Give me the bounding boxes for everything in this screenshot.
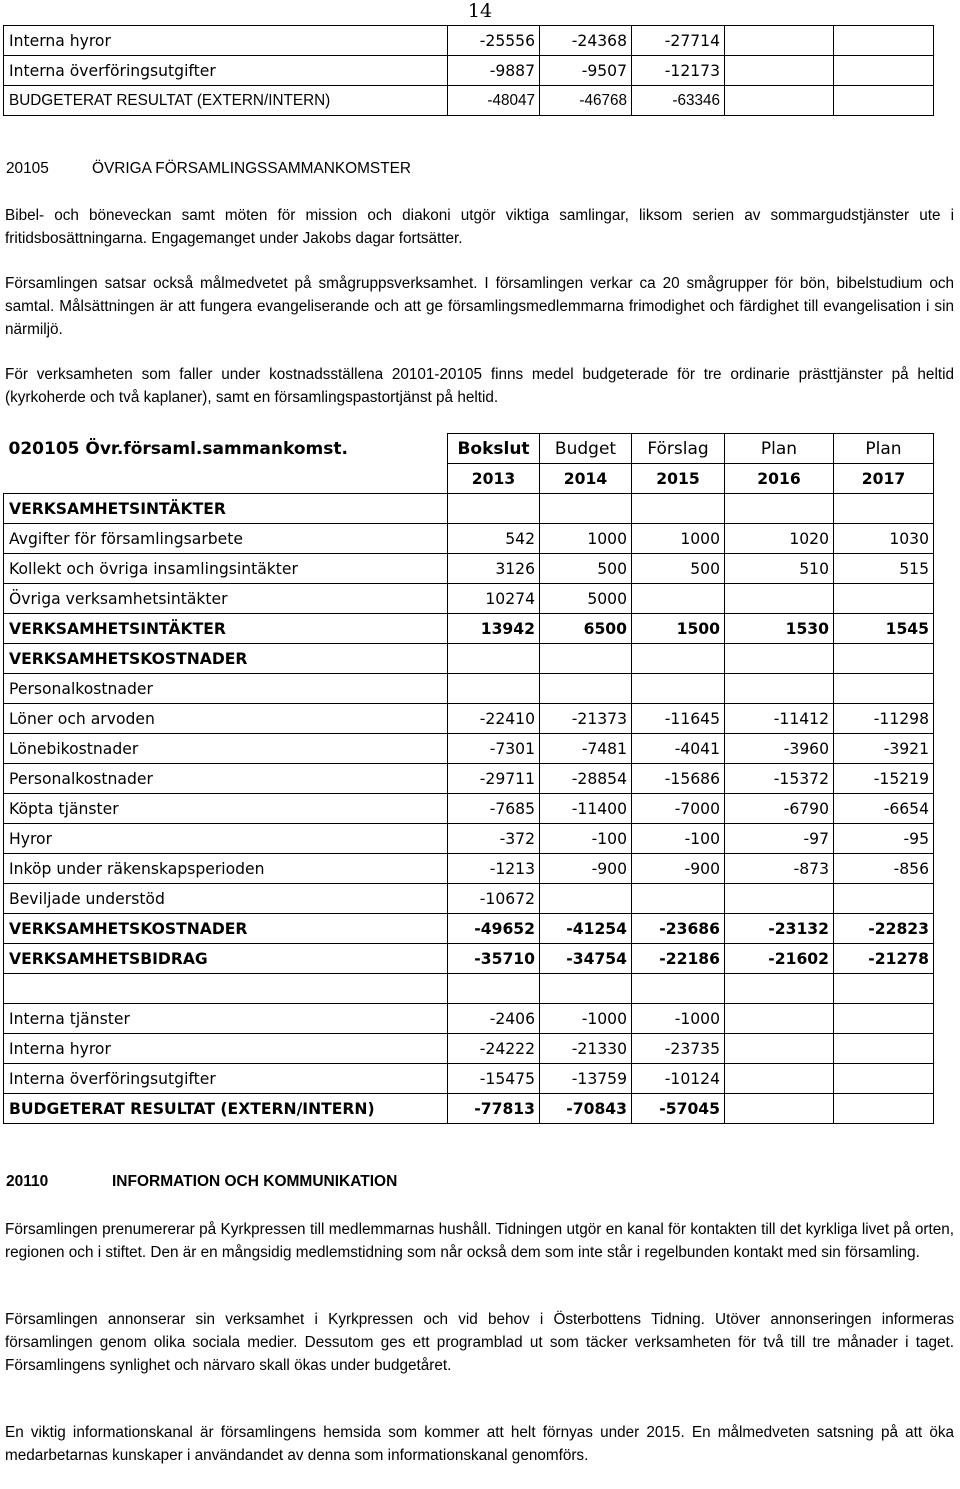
value-cell: -27714 xyxy=(632,26,725,56)
value-cell: -23735 xyxy=(632,1034,725,1064)
value-cell: -7481 xyxy=(540,734,632,764)
value-cell: -100 xyxy=(632,824,725,854)
empty-cell xyxy=(725,26,834,56)
value-cell: -34754 xyxy=(540,944,632,974)
table-row xyxy=(4,86,934,116)
column-header: Plan xyxy=(834,434,934,464)
value-cell: 1500 xyxy=(632,614,725,644)
value-cell: -11412 xyxy=(725,704,834,734)
year-row xyxy=(4,464,934,494)
value-cell: -11645 xyxy=(632,704,725,734)
value-cell: -100 xyxy=(540,824,632,854)
value-cell xyxy=(632,884,725,914)
value-cell xyxy=(834,1064,934,1094)
value-cell: -46768 xyxy=(540,86,632,116)
value-cell: -35710 xyxy=(448,944,540,974)
value-cell: 1545 xyxy=(834,614,934,644)
table-header-row xyxy=(4,434,934,464)
table-row xyxy=(4,674,934,704)
empty-cell xyxy=(834,56,934,86)
value-cell: -21278 xyxy=(834,944,934,974)
budget-rows xyxy=(4,494,934,974)
column-header: Plan xyxy=(725,434,834,464)
value-cell: 6500 xyxy=(540,614,632,644)
table-row xyxy=(4,884,934,914)
section-title: INFORMATION OCH KOMMUNIKATION xyxy=(112,1173,398,1190)
value-cell: -70843 xyxy=(540,1094,632,1124)
value-cell: 5000 xyxy=(540,584,632,614)
value-cell xyxy=(834,674,934,704)
value-cell xyxy=(834,584,934,614)
internal-rows xyxy=(4,1004,934,1124)
value-cell xyxy=(448,644,540,674)
row-label: Personalkostnader xyxy=(4,674,448,704)
value-cell xyxy=(725,584,834,614)
value-cell: -873 xyxy=(725,854,834,884)
value-cell xyxy=(632,494,725,524)
paragraph: För verksamheten som faller under kostnadsställena 20101-20105 finns medel budgeterade för tre ordinarie prästtjänster på heltid (kyrkoherde och två kaplaner), samt en församlingspastortjänst på heltid. xyxy=(5,366,954,406)
section-code: 20110 xyxy=(6,1173,49,1190)
value-cell: -48047 xyxy=(448,86,540,116)
value-cell xyxy=(834,1034,934,1064)
row-label: Interna överföringsutgifter xyxy=(4,56,448,86)
value-cell: -22823 xyxy=(834,914,934,944)
value-cell: -29711 xyxy=(448,764,540,794)
paragraph: Bibel- och böneveckan samt möten för mission och diakoni utgör viktiga samlingar, liksom serien av sommargudstjänster ute i fritidsbosättningarna. Engagemanget under Jakobs dagar fortsätter. xyxy=(5,207,954,247)
value-cell: -41254 xyxy=(540,914,632,944)
value-cell xyxy=(834,884,934,914)
value-cell: -6654 xyxy=(834,794,934,824)
value-cell: 515 xyxy=(834,554,934,584)
value-cell: 1000 xyxy=(540,524,632,554)
table-row xyxy=(4,854,934,884)
value-cell xyxy=(632,644,725,674)
table-row xyxy=(4,704,934,734)
row-label: Inköp under räkenskapsperioden xyxy=(4,854,448,884)
value-cell: -15219 xyxy=(834,764,934,794)
value-cell: -7301 xyxy=(448,734,540,764)
table-row xyxy=(4,1004,934,1034)
value-cell: 542 xyxy=(448,524,540,554)
value-cell: -10672 xyxy=(448,884,540,914)
paragraph: En viktig informationskanal är församlingens hemsida som kommer att helt förnyas under 2015. En målmedveten satsning på att öka medarbetarnas kunskaper i användandet av denna som informationskanal genomförs. xyxy=(5,1424,954,1464)
table-row xyxy=(4,1034,934,1064)
value-cell xyxy=(725,494,834,524)
year-cell: 2013 xyxy=(448,464,540,494)
table-row xyxy=(4,734,934,764)
value-cell: -25556 xyxy=(448,26,540,56)
value-cell: -9887 xyxy=(448,56,540,86)
value-cell xyxy=(725,1004,834,1034)
value-cell: 510 xyxy=(725,554,834,584)
column-header: Budget xyxy=(540,434,632,464)
empty-cell xyxy=(725,56,834,86)
row-label: Köpta tjänster xyxy=(4,794,448,824)
row-label: BUDGETERAT RESULTAT (EXTERN/INTERN) xyxy=(4,86,448,116)
value-cell xyxy=(540,644,632,674)
section-code: 20105 xyxy=(6,160,49,177)
value-cell: -21373 xyxy=(540,704,632,734)
table-row xyxy=(4,824,934,854)
row-label: Kollekt och övriga insamlingsintäkter xyxy=(4,554,448,584)
value-cell: 1020 xyxy=(725,524,834,554)
spacer-row xyxy=(4,974,934,1004)
value-cell: -1000 xyxy=(540,1004,632,1034)
value-cell xyxy=(725,884,834,914)
value-cell xyxy=(540,884,632,914)
value-cell: -7685 xyxy=(448,794,540,824)
value-cell: -21330 xyxy=(540,1034,632,1064)
value-cell: -3960 xyxy=(725,734,834,764)
value-cell: -95 xyxy=(834,824,934,854)
value-cell: -77813 xyxy=(448,1094,540,1124)
value-cell xyxy=(540,674,632,704)
table-row xyxy=(4,494,934,524)
value-cell: 500 xyxy=(540,554,632,584)
row-label: Interna hyror xyxy=(4,1034,448,1064)
row-label: Övriga verksamhetsintäkter xyxy=(4,584,448,614)
value-cell: -57045 xyxy=(632,1094,725,1124)
table-row xyxy=(4,1064,934,1094)
row-label: Hyror xyxy=(4,824,448,854)
value-cell: -28854 xyxy=(540,764,632,794)
value-cell: -1213 xyxy=(448,854,540,884)
value-cell: -13759 xyxy=(540,1064,632,1094)
value-cell: -1000 xyxy=(632,1004,725,1034)
row-label: VERKSAMHETSBIDRAG xyxy=(4,944,448,974)
value-cell: -900 xyxy=(540,854,632,884)
value-cell: -63346 xyxy=(632,86,725,116)
empty-cell xyxy=(834,26,934,56)
empty-cell xyxy=(725,86,834,116)
value-cell xyxy=(725,1034,834,1064)
value-cell xyxy=(834,1094,934,1124)
table-row xyxy=(4,614,934,644)
value-cell: -15475 xyxy=(448,1064,540,1094)
table-row xyxy=(4,554,934,584)
value-cell: 1030 xyxy=(834,524,934,554)
value-cell xyxy=(632,674,725,704)
value-cell: -23686 xyxy=(632,914,725,944)
row-label: BUDGETERAT RESULTAT (EXTERN/INTERN) xyxy=(4,1094,448,1124)
value-cell: -49652 xyxy=(448,914,540,944)
value-cell: -3921 xyxy=(834,734,934,764)
budget-table xyxy=(3,433,934,1124)
paragraph: Församlingen annonserar sin verksamhet i Kyrkpressen och vid behov i Österbottens Tidning. Utöver annonseringen informeras församlingen genom olika sociala medier. Dessutom ges ett programblad ut som täcker verksamheten för två till tre månader i taget. Församlingens synlighet och närvaro skall ökas under budgetåret. xyxy=(5,1311,954,1374)
value-cell: 3126 xyxy=(448,554,540,584)
paragraph: Församlingen satsar också målmedvetet på smågruppsverksamhet. I församlingen verkar ca 20 smågrupper för bön, bibelstudium och samtal. Målsättningen är att fungera evangeliserande och att ge församlingsmedlemmarna frimodighet och färdighet till evangelisation i sin närmiljö. xyxy=(5,275,954,338)
value-cell: -15372 xyxy=(725,764,834,794)
empty-cell xyxy=(4,464,448,494)
value-cell: -15686 xyxy=(632,764,725,794)
value-cell: 10274 xyxy=(448,584,540,614)
value-cell xyxy=(725,674,834,704)
year-cell: 2016 xyxy=(725,464,834,494)
row-label: Beviljade understöd xyxy=(4,884,448,914)
row-label: Löner och arvoden xyxy=(4,704,448,734)
budget-table-title: 020105 Övr.församl.sammankomst. xyxy=(8,438,348,459)
value-cell: 1000 xyxy=(632,524,725,554)
row-label: Lönebikostnader xyxy=(4,734,448,764)
value-cell: -22410 xyxy=(448,704,540,734)
empty-cell xyxy=(834,86,934,116)
value-cell: 1530 xyxy=(725,614,834,644)
row-label: VERKSAMHETSKOSTNADER xyxy=(4,644,448,674)
table-row xyxy=(4,1094,934,1124)
value-cell: -11400 xyxy=(540,794,632,824)
value-cell: -11298 xyxy=(834,704,934,734)
value-cell: -23132 xyxy=(725,914,834,944)
year-cell: 2017 xyxy=(834,464,934,494)
value-cell xyxy=(540,494,632,524)
page-number: 14 xyxy=(467,0,493,22)
row-label: Interna överföringsutgifter xyxy=(4,1064,448,1094)
value-cell: -900 xyxy=(632,854,725,884)
value-cell: -22186 xyxy=(632,944,725,974)
value-cell: -24222 xyxy=(448,1034,540,1064)
table-row xyxy=(4,56,934,86)
column-header: Bokslut xyxy=(448,434,540,464)
row-label: VERKSAMHETSINTÄKTER xyxy=(4,494,448,524)
value-cell: -24368 xyxy=(540,26,632,56)
row-label: Interna tjänster xyxy=(4,1004,448,1034)
value-cell: -97 xyxy=(725,824,834,854)
table-row xyxy=(4,26,934,56)
row-label: VERKSAMHETSKOSTNADER xyxy=(4,914,448,944)
value-cell xyxy=(834,644,934,674)
value-cell xyxy=(834,494,934,524)
table-row xyxy=(4,644,934,674)
value-cell xyxy=(834,1004,934,1034)
table-row xyxy=(4,524,934,554)
value-cell: -10124 xyxy=(632,1064,725,1094)
value-cell xyxy=(725,644,834,674)
row-label: Avgifter för församlingsarbete xyxy=(4,524,448,554)
table-row xyxy=(4,944,934,974)
value-cell: -4041 xyxy=(632,734,725,764)
top-budget-table xyxy=(3,25,934,116)
table-row xyxy=(4,794,934,824)
value-cell: -9507 xyxy=(540,56,632,86)
section-heading-20110 xyxy=(6,1173,397,1191)
table-row xyxy=(4,584,934,614)
row-label: Interna hyror xyxy=(4,26,448,56)
value-cell xyxy=(448,494,540,524)
year-cell: 2014 xyxy=(540,464,632,494)
table-row xyxy=(4,914,934,944)
value-cell xyxy=(725,1094,834,1124)
value-cell xyxy=(448,674,540,704)
value-cell: -2406 xyxy=(448,1004,540,1034)
value-cell: -7000 xyxy=(632,794,725,824)
year-cell: 2015 xyxy=(632,464,725,494)
section-title: ÖVRIGA FÖRSAMLINGSSAMMANKOMSTER xyxy=(92,160,411,177)
row-label: Personalkostnader xyxy=(4,764,448,794)
value-cell: -6790 xyxy=(725,794,834,824)
value-cell: -21602 xyxy=(725,944,834,974)
column-header: Förslag xyxy=(632,434,725,464)
value-cell: -12173 xyxy=(632,56,725,86)
paragraph: Församlingen prenumererar på Kyrkpressen till medlemmarnas hushåll. Tidningen utgör en kanal för kontakten till det kyrkliga livet på orten, regionen och i stiftet. Den är en mångsidig medlemstidning som når också dem som inte står i regelbunden kontakt med sin församling. xyxy=(5,1221,954,1261)
value-cell xyxy=(725,1064,834,1094)
value-cell: -856 xyxy=(834,854,934,884)
value-cell: 13942 xyxy=(448,614,540,644)
value-cell xyxy=(632,584,725,614)
row-label: VERKSAMHETSINTÄKTER xyxy=(4,614,448,644)
value-cell: -372 xyxy=(448,824,540,854)
table-row xyxy=(4,764,934,794)
section-heading-20105 xyxy=(6,160,411,178)
value-cell: 500 xyxy=(632,554,725,584)
